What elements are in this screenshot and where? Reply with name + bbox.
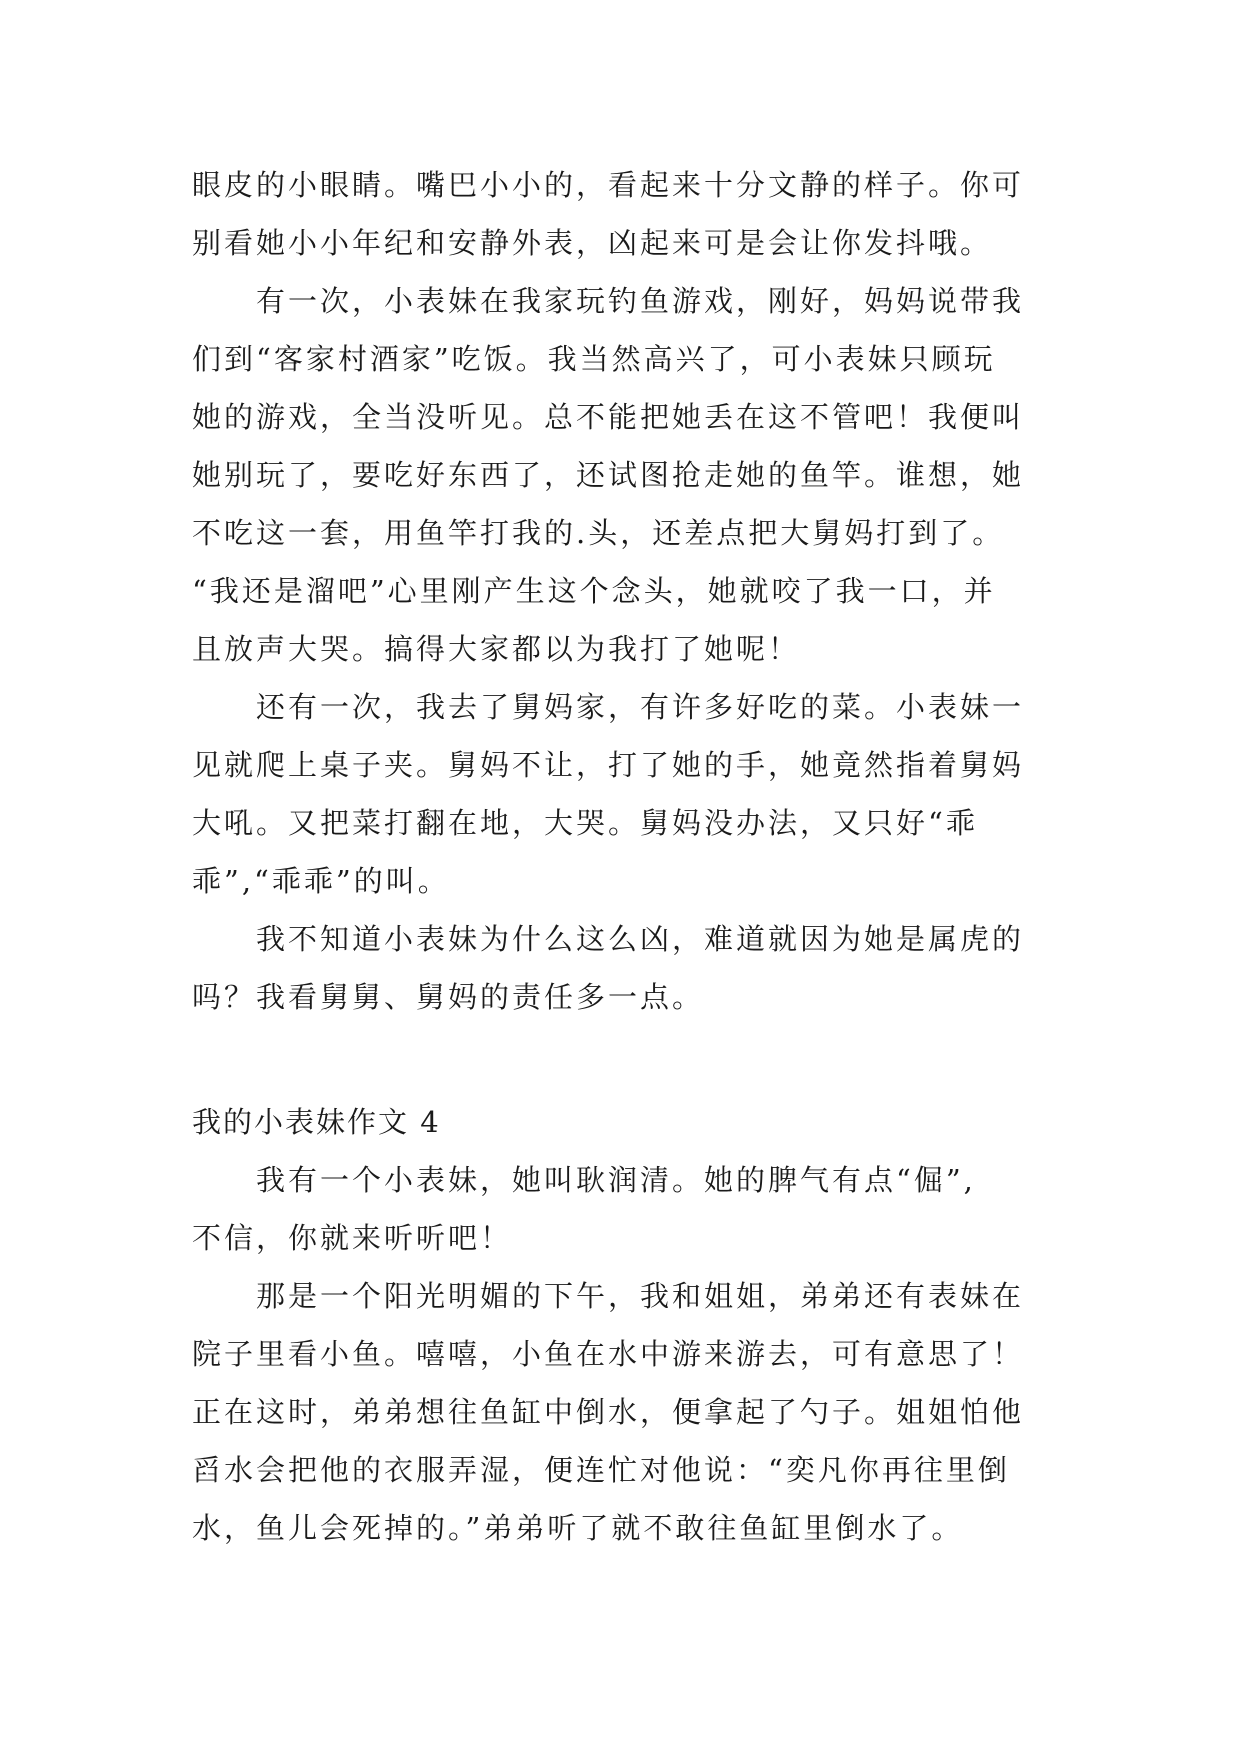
text-line: 们到“客家村酒家”吃饭。我当然高兴了，可小表妹只顾玩 xyxy=(192,342,996,376)
text-line: 水，鱼儿会死掉的。”弟弟听了就不敢往鱼缸里倒水了。 xyxy=(192,1511,964,1545)
text-line: 别看她小小年纪和安静外表，凶起来可是会让你发抖哦。 xyxy=(192,226,993,260)
text-line: 她的游戏，全当没听见。总不能把她丢在这不管吧！我便叫 xyxy=(192,400,1025,434)
essay-section-4 xyxy=(192,1151,1050,1557)
text-line: 舀水会把他的衣服弄湿，便连忙对他说：“奕凡你再往里倒 xyxy=(192,1453,1010,1487)
text-line: 吗？我看舅舅、舅妈的责任多一点。 xyxy=(192,980,705,1014)
text-line: 那是一个阳光明媚的下午，我和姐姐，弟弟还有表妹在 xyxy=(192,1279,1025,1313)
text-line: 大吼。又把菜打翻在地，大哭。舅妈没办法，又只好“乖 xyxy=(192,806,978,840)
essay-heading: 我的小表妹作文 4 xyxy=(192,1105,441,1139)
text-line: “我还是溜吧”心里刚产生这个念头，她就咬了我一口，并 xyxy=(192,574,996,608)
text-line: 有一次，小表妹在我家玩钓鱼游戏，刚好，妈妈说带我 xyxy=(192,284,1025,318)
essay-section-previous xyxy=(192,156,1050,1026)
text-line: 她别玩了，要吃好东西了，还试图抢走她的鱼竿。谁想，她 xyxy=(192,458,1025,492)
text-line: 不吃这一套，用鱼竿打我的.头，还差点把大舅妈打到了。 xyxy=(192,516,1005,550)
text-line: 不信，你就来听听吧！ xyxy=(192,1221,513,1255)
text-line: 还有一次，我去了舅妈家，有许多好吃的菜。小表妹一 xyxy=(192,690,1025,724)
text-line: 院子里看小鱼。嘻嘻，小鱼在水中游来游去，可有意思了！ xyxy=(192,1337,1025,1371)
text-line: 眼皮的小眼睛。嘴巴小小的，看起来十分文静的样子。你可 xyxy=(192,168,1025,202)
text-line: 且放声大哭。搞得大家都以为我打了她呢！ xyxy=(192,632,801,666)
text-line: 我有一个小表妹，她叫耿润清。她的脾气有点“倔”, xyxy=(192,1163,976,1197)
text-line: 乖”,“乖乖”的叫。 xyxy=(192,864,450,898)
text-line: 正在这时，弟弟想往鱼缸中倒水，便拿起了勺子。姐姐怕他 xyxy=(192,1395,1025,1429)
text-line: 我不知道小表妹为什么这么凶，难道就因为她是属虎的 xyxy=(192,922,1025,956)
text-line: 见就爬上桌子夹。舅妈不让，打了她的手，她竟然指着舅妈 xyxy=(192,748,1025,782)
